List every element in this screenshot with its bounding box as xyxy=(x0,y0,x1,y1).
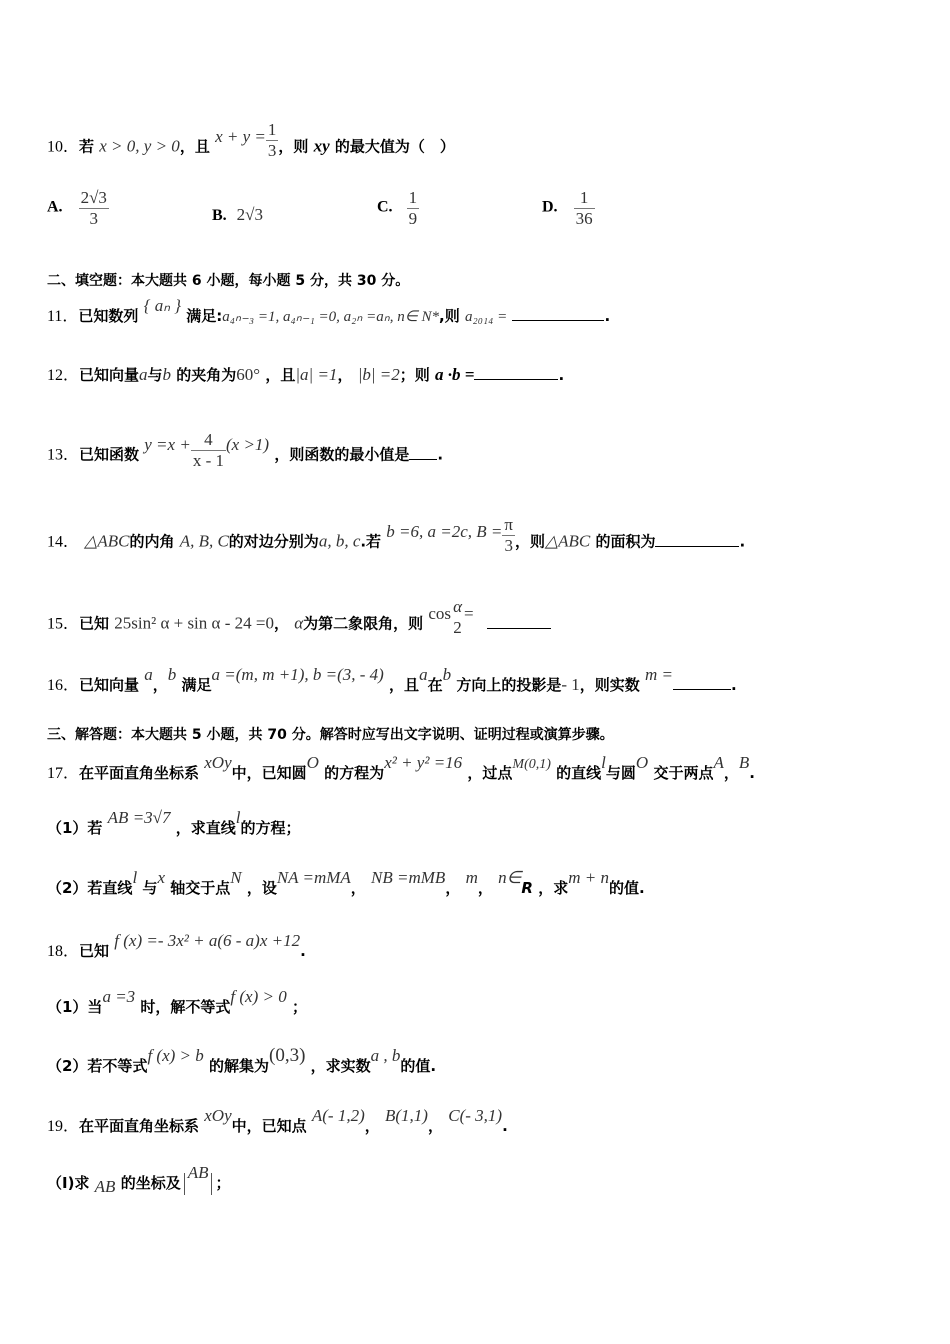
text-span: NA =mMA xyxy=(276,868,351,887)
text-span: a =3 xyxy=(102,987,136,1006)
text-span: D. xyxy=(542,198,558,216)
text-span: 的最大值为（ ） xyxy=(334,137,455,156)
text-span: ， xyxy=(364,1117,380,1135)
text-span: A, B, C xyxy=(179,531,229,551)
text-span: b xyxy=(442,665,452,684)
fraction xyxy=(451,597,464,637)
text-span: 在平面直角坐标系 xyxy=(79,1117,200,1135)
text-span: ；则 xyxy=(399,366,430,384)
text-span: 已知 xyxy=(79,614,110,633)
question-11 xyxy=(47,296,611,326)
text-span: ， xyxy=(723,764,739,782)
text-span: 方向上的投影是 xyxy=(456,676,562,694)
text-span: 3 xyxy=(267,140,277,160)
text-span: AB =3√7 xyxy=(107,808,171,827)
text-span: 的坐标及 xyxy=(120,1174,181,1192)
fraction xyxy=(79,188,109,228)
text-span: a xyxy=(419,665,428,684)
text-span: ， xyxy=(445,879,461,897)
text-span: a xyxy=(144,665,153,684)
text-span: 与 xyxy=(142,879,158,897)
text-span: ，求实数 xyxy=(310,1057,371,1075)
text-span: = xyxy=(464,603,474,623)
text-span: 中，已知圆 xyxy=(231,764,307,782)
text-span: a xyxy=(139,365,148,384)
text-span: 若 xyxy=(79,137,95,156)
text-span: 已知向量 xyxy=(79,676,140,694)
text-span: 60° xyxy=(236,365,261,384)
text-span: b xyxy=(162,365,172,384)
option-a[interactable] xyxy=(47,188,109,228)
text-span: m = xyxy=(645,665,673,684)
text-span: (0,3) xyxy=(269,1045,306,1066)
text-span: 与圆 xyxy=(605,764,636,782)
text-span: 轴交于点 xyxy=(170,879,231,897)
text-span: AB xyxy=(94,1177,116,1196)
text-span: △ABC xyxy=(84,531,130,551)
answer-blank[interactable] xyxy=(487,614,551,629)
text-span: 的解集为 xyxy=(209,1057,270,1075)
text-span: ，且 xyxy=(265,366,296,384)
text-span: 的方程为 xyxy=(324,764,385,782)
text-span: C(- 3,1) xyxy=(448,1106,503,1125)
text-span: 16． xyxy=(47,677,80,694)
text-span: ， xyxy=(273,614,289,633)
text-span: a₄ₙ₋₃ =1, a₄ₙ₋₁ =0, a₂ₙ =aₙ, n∈ N* xyxy=(222,309,440,325)
text-span: ， xyxy=(350,879,366,897)
question-12 xyxy=(47,362,564,385)
text-span: . xyxy=(502,1117,508,1135)
text-span: 10． xyxy=(47,138,80,156)
text-span: 3 xyxy=(79,208,109,229)
text-span: . xyxy=(731,676,737,694)
text-span: 已知向量 xyxy=(79,366,140,384)
text-span: C. xyxy=(377,198,393,216)
text-span: 已知数列 xyxy=(78,307,139,325)
text-span: ； xyxy=(291,998,307,1016)
text-span: AB xyxy=(187,1163,209,1182)
question-17-part-1 xyxy=(47,808,301,838)
answer-blank[interactable] xyxy=(409,445,437,460)
text-span: x + y = xyxy=(215,126,266,146)
text-span: xOy xyxy=(204,753,232,772)
text-span: . xyxy=(300,942,306,960)
text-span: 的值. xyxy=(400,1057,437,1075)
text-span: 18． xyxy=(47,943,80,960)
question-17 xyxy=(47,753,755,783)
text-span: R xyxy=(521,879,533,897)
text-span: 在 xyxy=(427,676,443,694)
text-span: 14． xyxy=(47,533,80,551)
text-span: ，则函数的最小值是 xyxy=(274,445,410,464)
text-span: xy xyxy=(313,136,330,156)
text-span: （1）当 xyxy=(47,998,103,1016)
text-span: 36 xyxy=(575,208,593,228)
question-18-part-2 xyxy=(47,1045,437,1077)
text-span: 交于两点 xyxy=(653,764,714,782)
text-span: a, b, c xyxy=(318,531,361,551)
text-span: - 1 xyxy=(561,675,580,694)
text-span: ； xyxy=(215,1174,231,1192)
text-span: .若 xyxy=(360,532,382,551)
question-15 xyxy=(47,597,551,637)
text-span: m xyxy=(465,868,478,887)
text-span: （2）若直线 xyxy=(47,879,133,897)
question-17-part-2 xyxy=(47,868,645,898)
text-span: △ABC xyxy=(545,531,591,551)
text-span: a₂₀₁₄ = xyxy=(464,309,508,325)
text-span: B xyxy=(738,753,750,772)
text-span: ，且 xyxy=(389,676,420,694)
text-span: 3 xyxy=(502,535,515,556)
text-span: 1 xyxy=(267,120,277,139)
text-span: y =x + xyxy=(144,434,191,454)
text-span: ，且 xyxy=(179,137,210,156)
text-span: α xyxy=(294,613,304,633)
text-span: . xyxy=(739,532,746,551)
text-span: A xyxy=(713,753,724,772)
text-span: π xyxy=(504,515,513,534)
text-span: . xyxy=(558,366,565,384)
text-span: x² + y² =16 xyxy=(384,753,463,772)
text-span: m + n xyxy=(568,868,609,887)
text-span: b =6, a =2c, B = xyxy=(386,521,503,541)
text-span: . xyxy=(604,307,611,325)
text-span: cos xyxy=(428,603,452,623)
text-span: 2√3 xyxy=(236,205,264,224)
text-span: 的对边分别为 xyxy=(228,532,319,551)
text-span: 1 xyxy=(408,188,418,207)
text-span: 的内角 xyxy=(129,532,175,551)
question-18-part-1 xyxy=(47,987,307,1017)
text-span: 2√3 xyxy=(80,188,107,207)
question-14 xyxy=(47,515,745,555)
text-span: l xyxy=(601,753,606,772)
text-span: 2 xyxy=(451,617,464,638)
question-19-part-1 xyxy=(47,1163,231,1196)
text-span: l xyxy=(235,808,241,827)
text-span: 与 xyxy=(147,366,163,384)
text-span: a =(m, m +1), b =(3, - 4) xyxy=(211,665,384,684)
fraction xyxy=(574,188,595,228)
text-span: A(- 1,2) xyxy=(311,1106,365,1125)
text-span: 25sin² α + sin α - 24 =0 xyxy=(114,613,274,633)
section-2-heading: 二、填空题：本大题共 6 小题，每小题 5 分，共 30 分。 xyxy=(47,273,410,289)
question-19 xyxy=(47,1106,508,1136)
text-span: 时，解不等式 xyxy=(140,998,231,1016)
text-span: ， xyxy=(477,879,493,897)
text-span: M(0,1) xyxy=(512,757,551,772)
text-span: . xyxy=(749,764,755,782)
text-span: （1）若 xyxy=(47,819,103,837)
text-span: ,则 xyxy=(439,307,460,325)
text-span: 13． xyxy=(47,446,80,464)
option-d[interactable] xyxy=(542,188,595,228)
fraction xyxy=(407,188,420,228)
fraction xyxy=(266,120,279,160)
abs-bar xyxy=(184,1173,185,1195)
text-span: xOy xyxy=(204,1106,232,1125)
text-span: |b| =2 xyxy=(357,365,400,384)
answer-blank[interactable] xyxy=(655,532,739,547)
text-span: （2）若不等式 xyxy=(47,1057,148,1075)
abs-bar xyxy=(211,1173,212,1195)
text-span: { aₙ } xyxy=(143,296,182,315)
text-span: A. xyxy=(47,198,63,216)
text-span: 满足: xyxy=(186,307,223,325)
text-span: ，求直线 xyxy=(175,819,236,837)
text-span: 的夹角为 xyxy=(176,366,237,384)
text-span: 19． xyxy=(47,1118,80,1135)
option-b[interactable] xyxy=(212,205,263,225)
text-span: 中，已知点 xyxy=(231,1117,307,1135)
text-span: 的直线 xyxy=(556,764,602,782)
text-span: 4 xyxy=(204,430,213,449)
question-18 xyxy=(47,931,306,961)
text-span: 15． xyxy=(47,615,80,633)
text-span: ， xyxy=(152,676,168,694)
text-span: 1 xyxy=(579,188,589,207)
text-span: 12． xyxy=(47,367,80,384)
answer-blank[interactable] xyxy=(512,306,604,321)
text-span: α xyxy=(453,597,462,616)
text-span: a ·b = xyxy=(435,365,475,384)
text-span: a , b xyxy=(370,1046,401,1065)
text-span: ，则实数 xyxy=(579,676,640,694)
text-span: n∈ xyxy=(498,868,522,887)
text-span: f (x) =- 3x² + a(6 - a)x +12 xyxy=(114,931,301,950)
text-span: O xyxy=(635,753,649,772)
text-span: x - 1 xyxy=(192,450,224,470)
text-span: 满足 xyxy=(181,676,212,694)
text-span: 的面积为 xyxy=(595,532,656,551)
text-span: x xyxy=(157,868,165,887)
text-span: f (x) > b xyxy=(147,1046,204,1065)
text-span: ，则 xyxy=(515,532,546,551)
question-10 xyxy=(47,120,455,160)
text-span: ，过点 xyxy=(467,764,513,782)
question-13 xyxy=(47,430,443,470)
text-span: 的值. xyxy=(608,879,645,897)
text-span: B. xyxy=(212,207,227,224)
text-span: l xyxy=(132,868,138,887)
text-span: 9 xyxy=(408,208,418,228)
text-span: . xyxy=(437,445,444,464)
text-span: ， xyxy=(427,1117,443,1135)
text-span: NB =mMB xyxy=(371,868,446,887)
fraction xyxy=(191,430,226,470)
text-span: 在平面直角坐标系 xyxy=(79,764,200,782)
text-span: x > 0, y > 0 xyxy=(99,136,180,156)
text-span: ，则 xyxy=(278,137,309,156)
answer-blank[interactable] xyxy=(474,365,558,380)
answer-blank[interactable] xyxy=(673,675,731,690)
text-span: 已知 xyxy=(79,942,110,960)
question-16 xyxy=(47,665,737,695)
text-span: b xyxy=(167,665,177,684)
text-span: 的方程； xyxy=(240,819,301,837)
text-span: B(1,1) xyxy=(385,1106,428,1125)
text-span: 11． xyxy=(47,308,79,325)
text-span: （Ⅰ)求 xyxy=(47,1174,90,1192)
text-span: 已知函数 xyxy=(79,445,140,464)
text-span: ，设 xyxy=(246,879,277,897)
text-span: f (x) > 0 xyxy=(230,987,287,1006)
text-span: 17． xyxy=(47,765,80,782)
text-span: O xyxy=(306,753,319,772)
text-span: (x >1) xyxy=(225,434,270,454)
text-span: ，求 xyxy=(538,879,569,897)
option-c[interactable] xyxy=(377,188,419,228)
text-span: 为第二象限角，则 xyxy=(303,614,424,633)
text-span: N xyxy=(230,868,242,887)
fraction xyxy=(502,515,515,555)
text-span: |a| =1 xyxy=(295,365,338,384)
section-3-heading: 三、解答题：本大题共 5 小题，共 70 分。解答时应写出文字说明、证明过程或演算步骤。 xyxy=(47,727,614,743)
text-span: ， xyxy=(337,366,353,384)
